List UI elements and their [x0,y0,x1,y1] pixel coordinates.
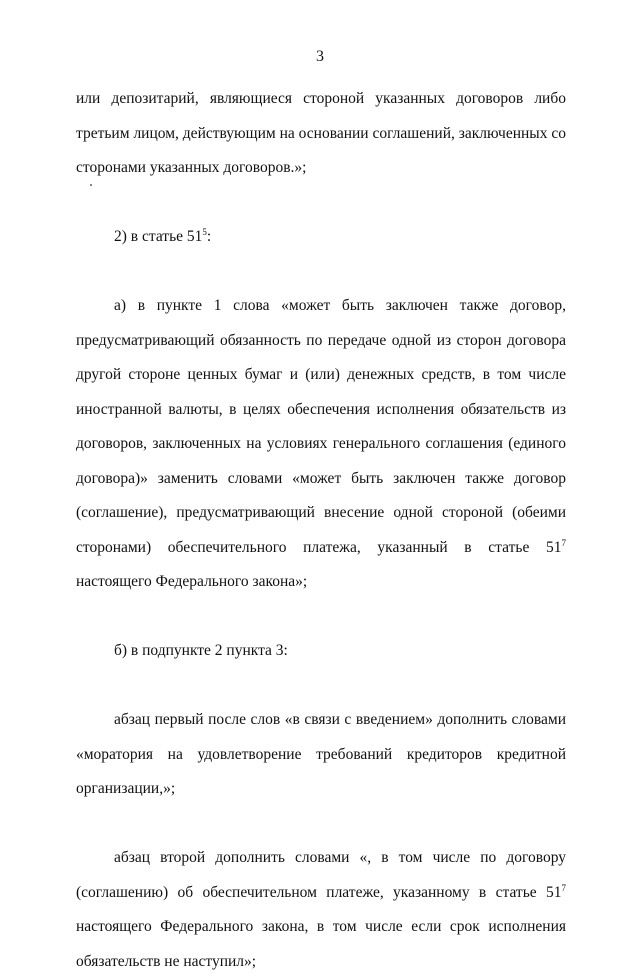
superscript: 7 [561,882,566,893]
document-body [76,82,566,979]
paragraph-subitem-a [76,289,566,600]
paragraph-item-2-colon: : [206,228,212,245]
paragraph-abzac-2-text: абзац второй дополнить словами «, в том числе по договору (соглашению) об обеспечительном платеже, указанному в статье 51 [76,849,566,901]
paragraph-subitem-a-end: настоящего Федерального закона»; [76,573,308,590]
superscript: 5 [202,227,207,237]
paragraph-subitem-b: б) в подпункте 2 пункта 3: [114,642,288,659]
paragraph-item-2 [76,220,566,255]
superscript: 7 [561,537,566,548]
paragraph-subitem-a-text: а) в пункте 1 слова «может быть заключен также договор, предусматривающий обязанность по передаче одной из сторон договора другой стороне ценных бумаг и (или) денежных средств, в том числе иностранной валюты, в целях обеспечения исполнения обязательств из договоров, заключенных на условиях генерального соглашения (единого договора)» заменить словами «может быть заключен также договор (соглашение), предусматривающий внесение одной стороной (обеими сторонами) обеспечительного платежа, указанный в статье 51 [76,297,566,556]
paragraph-abzac-2-end: настоящего Федерального закона, в том числе если срок исполнения обязательств не наступил»; [76,918,566,970]
paragraph-item-2-text: 2) в статье 51 [114,228,203,245]
paragraph-abzac-1: абзац первый после слов «в связи с введением» дополнить словами «моратория на удовлетворение требований кредиторов кредитной организации,»; [76,711,566,797]
page-number: 3 [316,48,324,65]
paragraph-abzac-2 [76,841,566,979]
paragraph-continuation: или депозитарий, являющиеся стороной указанных договоров либо третьим лицом, действующим на основании соглашений, заключенных со сторонами указанных договоров.»; [76,90,566,176]
